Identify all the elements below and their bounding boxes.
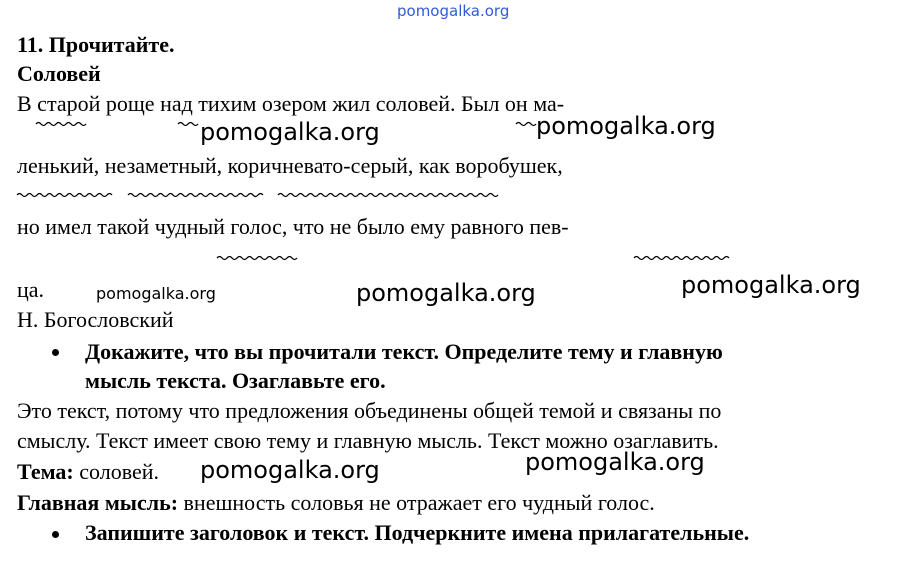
watermark-text: pomogalka.org	[356, 279, 536, 307]
exercise-title: 11. Прочитайте.	[17, 32, 175, 57]
task-2-line: Запишите заголовок и текст. Подчеркните имена прилагательные.	[85, 520, 750, 545]
author: Н. Богословский	[17, 307, 174, 332]
task-1-line-1: Докажите, что вы прочитали текст. Определите тему и главную	[85, 339, 723, 364]
bullet-marker	[52, 349, 59, 356]
watermark-text: pomogalka.org	[525, 448, 705, 476]
wavy-underline	[217, 255, 299, 261]
watermark-text: pomogalka.org	[536, 112, 716, 140]
watermark-text: pomogalka.org	[200, 118, 380, 146]
answer-line-1: Это текст, потому что предложения объединены общей темой и связаны по	[17, 398, 722, 423]
wavy-underline	[128, 192, 266, 198]
bullet-marker	[52, 531, 59, 538]
text-line-4: ца.	[17, 277, 45, 302]
main-idea-value: внешность соловья не отражает его чудный голос.	[178, 490, 655, 515]
watermark-top: pomogalka.org	[397, 2, 510, 20]
text-title: Соловей	[17, 61, 101, 86]
watermark-text: pomogalka.org	[681, 271, 861, 299]
theme-label: Тема:	[17, 459, 74, 484]
theme-line	[17, 459, 159, 485]
wavy-underline	[278, 192, 500, 198]
text-line-2: ленький, незаметный, коричневато-серый, как воробушек,	[17, 153, 563, 178]
theme-value: соловей.	[73, 459, 160, 484]
text-line-1: В старой роще над тихим озером жил соловей. Был он ма-	[17, 91, 565, 116]
answer-line-2: смыслу. Текст имеет свою тему и главную мысль. Текст можно озаглавить.	[17, 428, 719, 453]
main-idea-line	[17, 490, 655, 516]
wavy-underline	[36, 121, 86, 127]
text-line-3: но имел такой чудный голос, что не было ему равного пев-	[17, 214, 569, 239]
watermark-text: pomogalka.org	[200, 456, 380, 484]
wavy-underline	[516, 121, 536, 127]
wavy-underline	[178, 121, 202, 127]
task-1-line-2: мысль текста. Озаглавьте его.	[85, 368, 386, 393]
main-idea-label: Главная мысль:	[17, 490, 179, 515]
watermark-text: pomogalka.org	[96, 284, 216, 303]
wavy-underline	[634, 255, 730, 261]
wavy-underline	[17, 192, 115, 198]
